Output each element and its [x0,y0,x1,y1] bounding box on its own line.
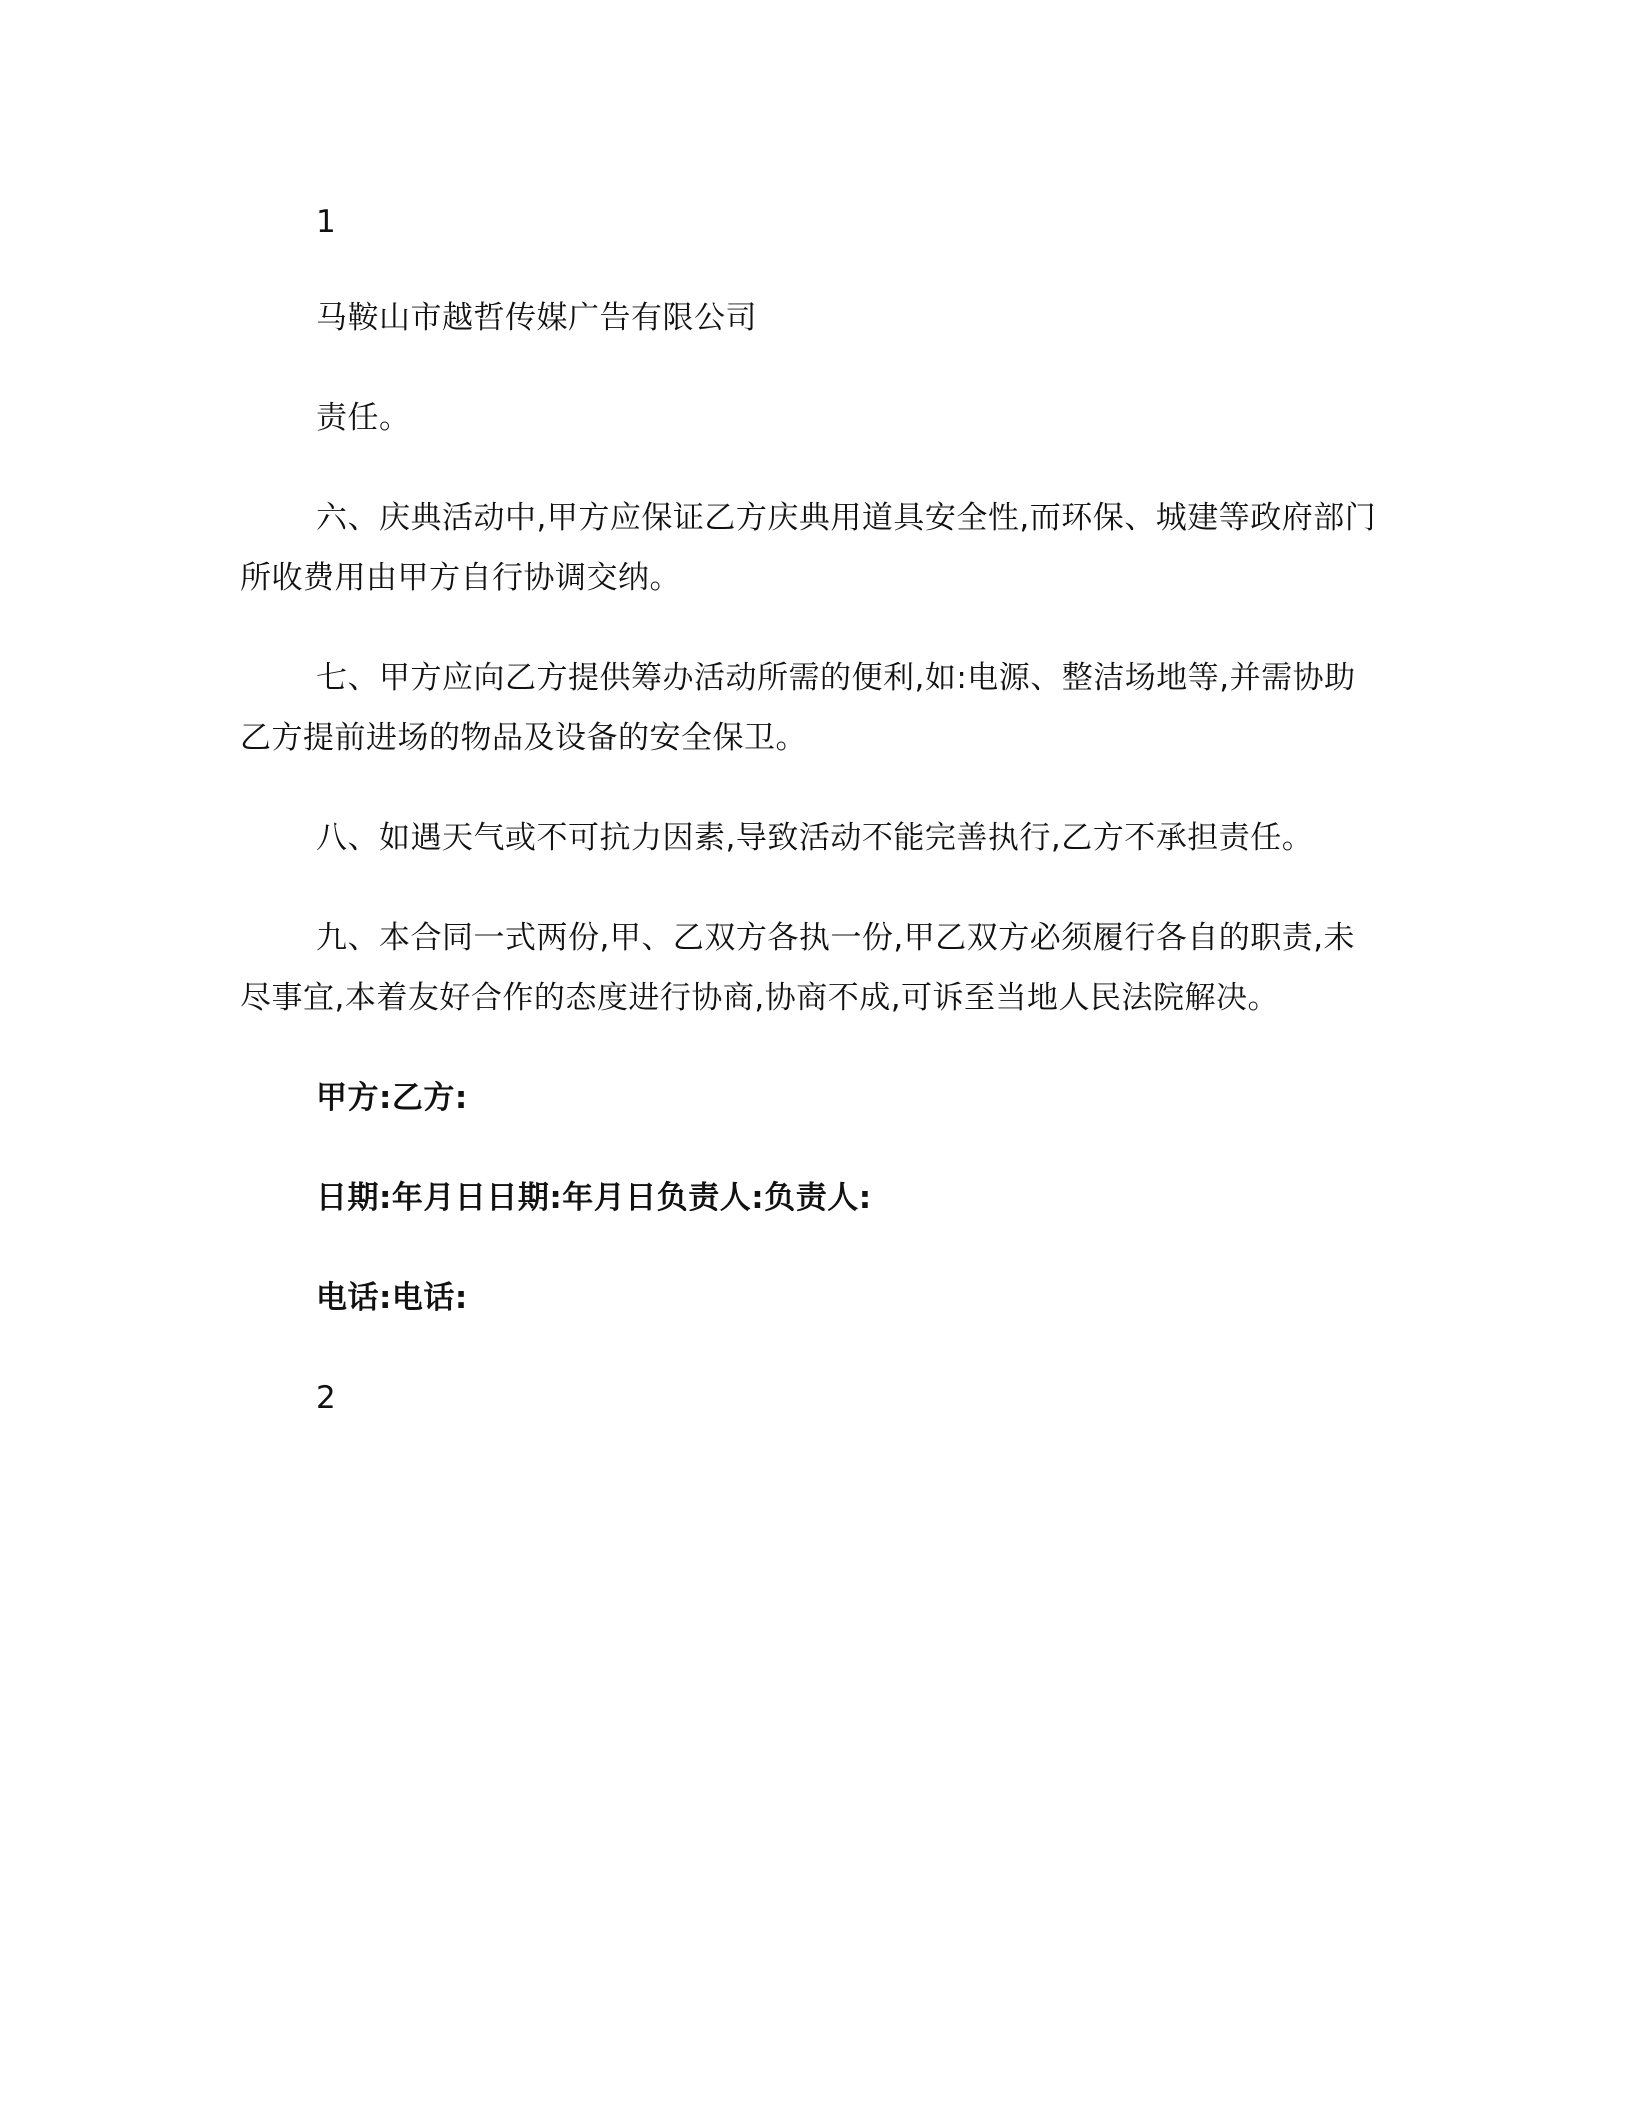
continuation-text: 责任。 [316,400,411,436]
page-number-bottom: 2 [316,1380,337,1416]
clause-6-line-1: 六、庆典活动中,甲方应保证乙方庆典用道具安全性,而环保、城建等政府部门 [316,500,1377,536]
clause-7-line-2: 乙方提前进场的物品及设备的安全保卫。 [240,720,807,756]
signature-phones: 电话:电话: [316,1280,468,1316]
page-number-top: 1 [316,204,337,240]
signature-parties: 甲方:乙方: [316,1080,468,1116]
company-name: 马鞍山市越哲传媒广告有限公司 [316,300,757,336]
clause-8-line-1: 八、如遇天气或不可抗力因素,导致活动不能完善执行,乙方不承担责任。 [316,820,1314,856]
clause-9-line-1: 九、本合同一式两份,甲、乙双方各执一份,甲乙双方必须履行各自的职责,未 [316,920,1356,956]
clause-7-line-1: 七、甲方应向乙方提供筹办活动所需的便利,如:电源、整洁场地等,并需协助 [316,660,1356,696]
signature-dates-responsible: 日期:年月日日期:年月日负责人:负责人: [316,1180,872,1216]
clause-6-line-2: 所收费用由甲方自行协调交纳。 [240,560,681,596]
clause-9-line-2: 尽事宜,本着友好合作的态度进行协商,协商不成,可诉至当地人民法院解决。 [240,980,1280,1016]
